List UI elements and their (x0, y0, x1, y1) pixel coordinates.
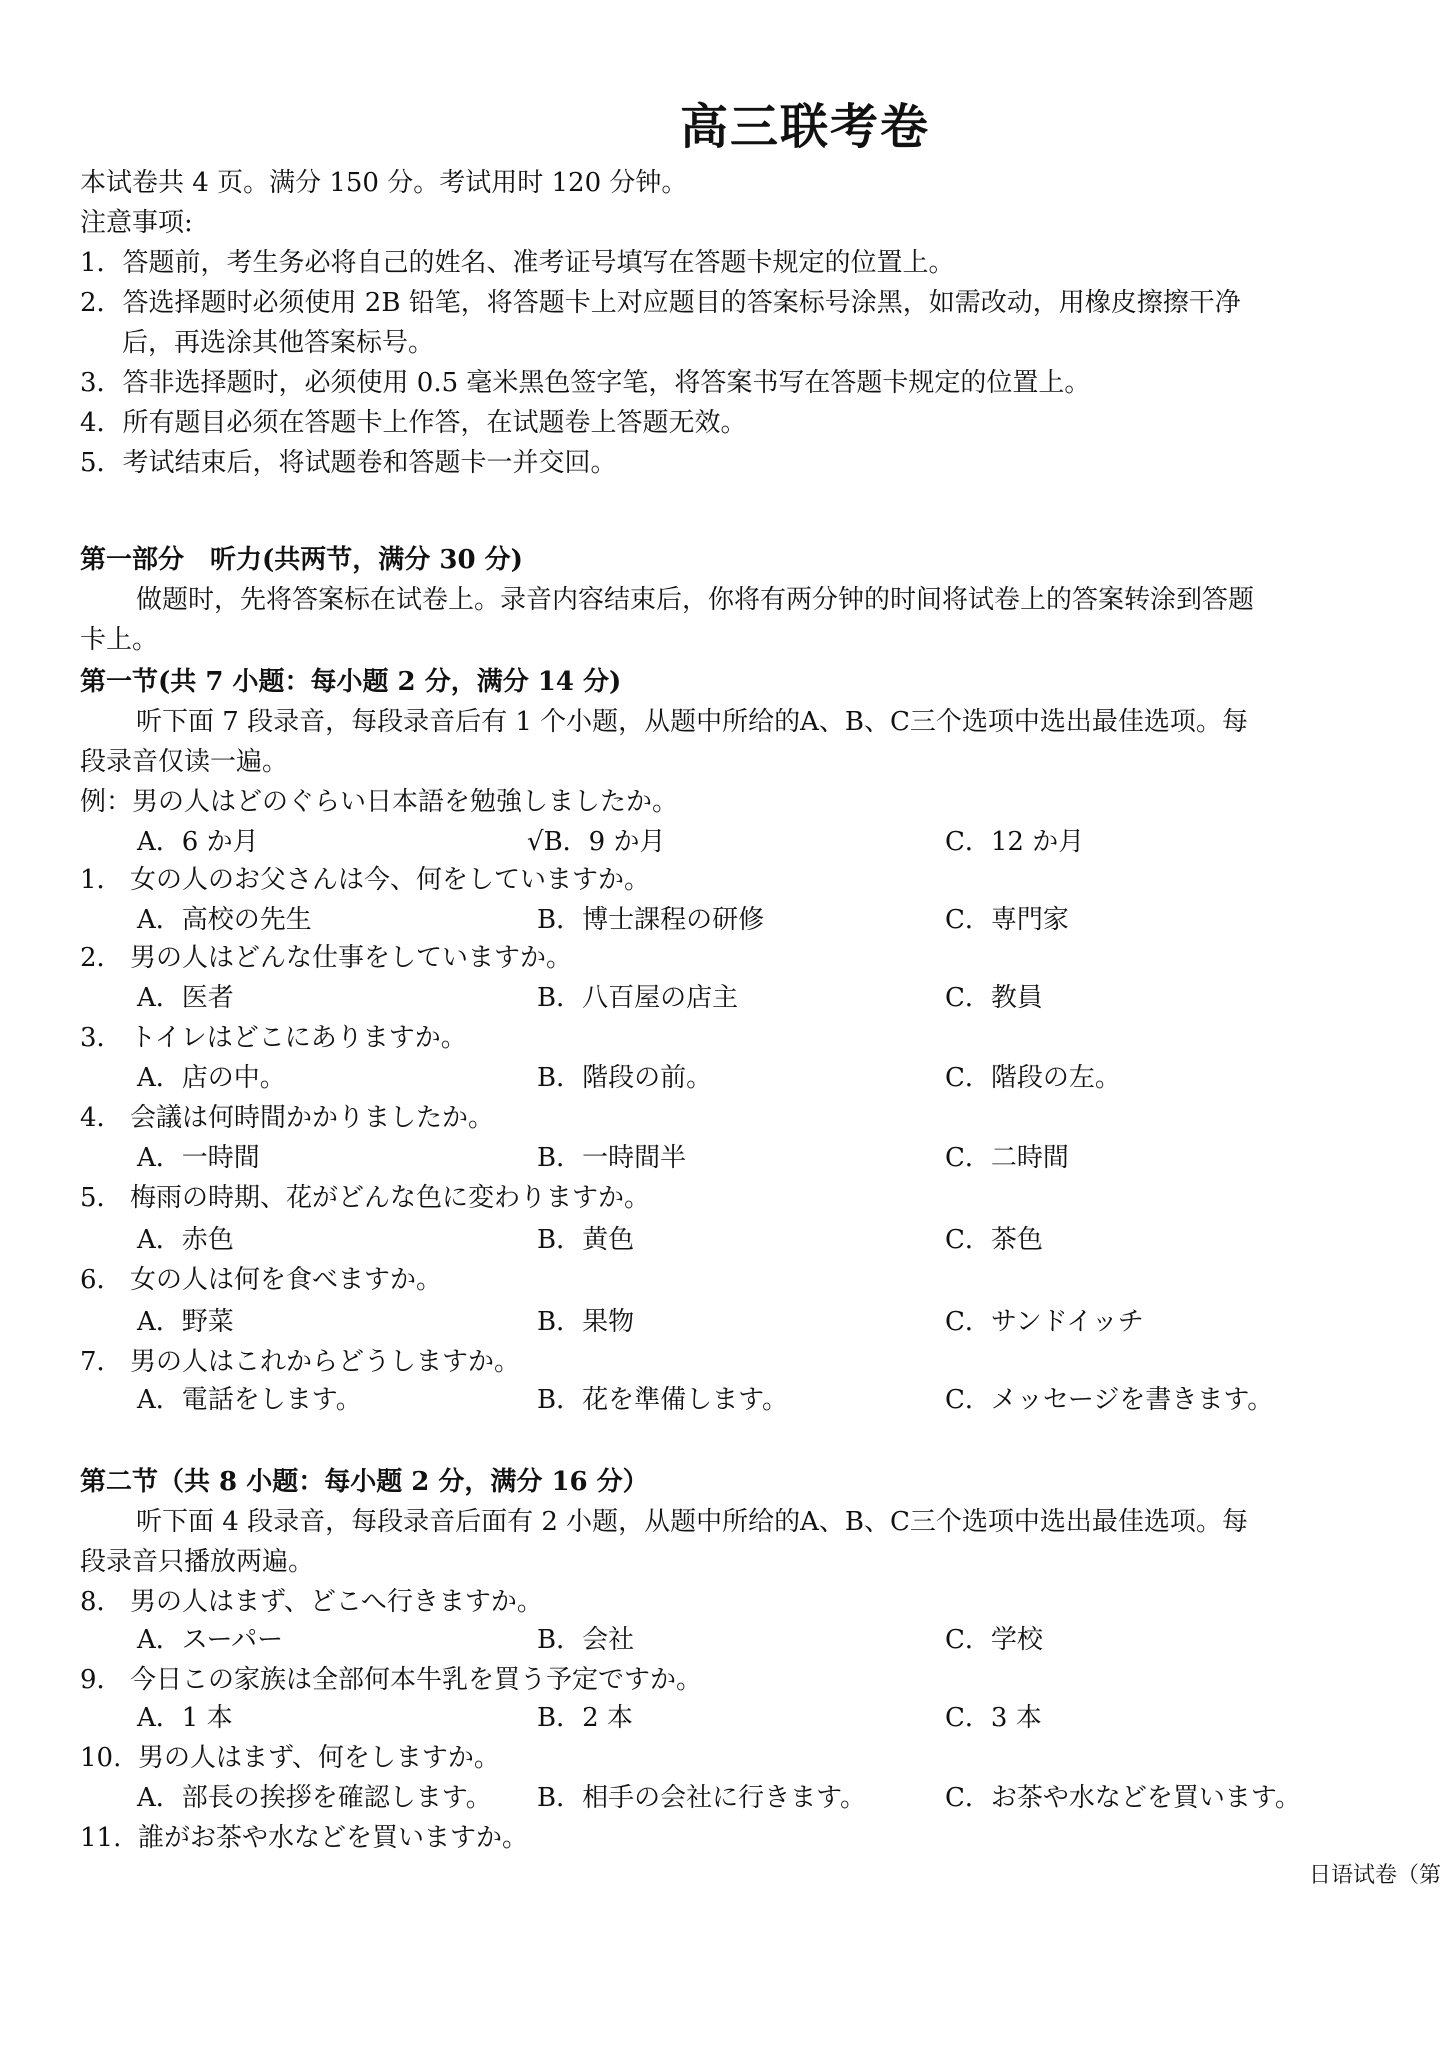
option-c: C．専門家 (945, 905, 1069, 935)
question-number: 9． (80, 1665, 123, 1695)
page-title: 高三联考卷 (679, 99, 930, 155)
notice-item: 4．所有题目必须在答题卡上作答，在试题卷上答题无效。 (80, 408, 747, 438)
option-a: A．高校の先生 (137, 905, 312, 935)
question-row (80, 863, 650, 897)
exam-info: 本试卷共 4 页。满分 150 分。考试用时 120 分钟。 (80, 168, 688, 198)
question-number: 2． (80, 943, 123, 973)
option-a: A．部長の挨拶を確認します。 (137, 1783, 492, 1813)
example-prefix: 例： (80, 787, 133, 817)
page-footer: 日语试卷（第 (1308, 1863, 1441, 1888)
option-a: A．スーパー (137, 1625, 284, 1655)
option-b: B．階段の前。 (537, 1063, 713, 1093)
question-text: 男の人はどのぐらい日本語を勉強しましたか。 (132, 787, 679, 817)
notice-label: 注意事项: (80, 208, 193, 238)
notice-item: 1．答题前，考生务必将自己的姓名、准考证号填写在答题卡规定的位置上。 (80, 248, 955, 278)
notice-item: 5．考试结束后，将试题卷和答题卡一并交回。 (80, 448, 617, 478)
question-text: 今日この家族は全部何本牛乳を買う予定ですか。 (130, 1665, 703, 1695)
option-b: B．博士課程の研修 (537, 905, 765, 935)
section1-instruction: 听下面 7 段录音，每段录音后有 1 个小题，从题中所给的A、B、C三个选项中选出最佳选项。每 (136, 707, 1248, 737)
question-text: 男の人はまず、どこへ行きますか。 (130, 1587, 543, 1617)
section2-instruction-cont: 段录音只播放两遍。 (80, 1547, 315, 1577)
option-a: A．1 本 (137, 1703, 233, 1733)
option-c: C．お茶や水などを買います。 (945, 1783, 1301, 1813)
option-a: A．赤色 (137, 1225, 234, 1255)
question-row (80, 1101, 494, 1135)
option-b: B．花を準備します。 (537, 1385, 789, 1415)
section1-instruction-cont: 段录音仅读一遍。 (80, 747, 289, 777)
question-row (80, 941, 572, 975)
question-text: 男の人はこれからどうしますか。 (130, 1347, 521, 1377)
option-c: C．教員 (945, 983, 1043, 1013)
question-number: 8． (80, 1587, 123, 1617)
option-b: B．相手の会社に行きます。 (537, 1783, 867, 1813)
option-b: B．会社 (537, 1625, 635, 1655)
question-number: 11. (80, 1823, 122, 1853)
notice-item-cont: 后，再选涂其他答案标号。 (122, 328, 435, 358)
question-text: 男の人はどんな仕事をしていますか。 (130, 943, 573, 973)
question-row (80, 1345, 520, 1379)
question-row (80, 1821, 528, 1855)
question-text: 女の人は何を食べますか。 (130, 1265, 443, 1295)
question-row (80, 1663, 702, 1697)
question-row (80, 1585, 543, 1619)
question-row (80, 1181, 650, 1215)
example-question (80, 785, 678, 819)
question-row (80, 1021, 467, 1055)
option-c: C．茶色 (945, 1225, 1043, 1255)
section2-heading: 第二节（共 8 小题：每小题 2 分，满分 16 分） (80, 1467, 649, 1497)
option-b-checked: √B．9 か月 (527, 827, 666, 857)
option-a: A．一時間 (137, 1143, 260, 1173)
option-b: B．果物 (537, 1307, 635, 1337)
question-text: 女の人のお父さんは今、何をしていますか。 (130, 865, 651, 895)
option-b: B．八百屋の店主 (537, 983, 739, 1013)
part1-instruction-cont: 卡上。 (80, 625, 159, 655)
option-b: B．2 本 (537, 1703, 633, 1733)
question-text: 会議は何時間かかりましたか。 (130, 1103, 495, 1133)
option-c: C．階段の左。 (945, 1063, 1121, 1093)
part1-heading: 第一部分 听力(共两节，满分 30 分) (80, 545, 523, 575)
notice-item: 2．答选择题时必须使用 2B 铅笔，将答题卡上对应题目的答案标号涂黑，如需改动，用橡皮擦擦干净 (80, 288, 1241, 318)
option-a: A．野菜 (137, 1307, 234, 1337)
option-c: C．12 か月 (945, 827, 1085, 857)
question-text: 誰がお茶や水などを買いますか。 (138, 1823, 529, 1853)
question-row (80, 1741, 500, 1775)
option-b: B．黄色 (537, 1225, 635, 1255)
question-text: 男の人はまず、何をしますか。 (138, 1743, 500, 1773)
option-b: B．一時間半 (537, 1143, 687, 1173)
question-number: 5． (80, 1183, 123, 1213)
option-c: C．二時間 (945, 1143, 1069, 1173)
section2-instruction: 听下面 4 段录音，每段录音后面有 2 小题，从题中所给的A、B、C三个选项中选出最佳选项。每 (136, 1507, 1248, 1537)
question-row (80, 1263, 442, 1297)
option-a: A．医者 (137, 983, 234, 1013)
part1-instruction: 做题时，先将答案标在试卷上。录音内容结束后，你将有两分钟的时间将试卷上的答案转涂到答题 (136, 585, 1255, 615)
question-number: 1． (80, 865, 123, 895)
question-number: 4． (80, 1103, 123, 1133)
question-text: 梅雨の時期、花がどんな色に変わりますか。 (130, 1183, 651, 1213)
option-c: C．サンドイッチ (945, 1307, 1144, 1337)
option-c: C．メッセージを書きます。 (945, 1385, 1274, 1415)
option-a: A．6 か月 (137, 827, 259, 857)
question-text: トイレはどこにありますか。 (130, 1023, 467, 1053)
option-a: A．店の中。 (137, 1063, 286, 1093)
section1-heading: 第一节(共 7 小题：每小题 2 分，满分 14 分) (80, 667, 622, 697)
option-a: A．電話をします。 (137, 1385, 362, 1415)
option-c: C．3 本 (945, 1703, 1042, 1733)
question-number: 10. (80, 1743, 122, 1773)
question-number: 7． (80, 1347, 123, 1377)
question-number: 6． (80, 1265, 123, 1295)
question-number: 3． (80, 1023, 123, 1053)
notice-item: 3．答非选择题时，必须使用 0.5 毫米黑色签字笔，将答案书写在答题卡规定的位置上。 (80, 368, 1091, 398)
option-c: C．学校 (945, 1625, 1043, 1655)
